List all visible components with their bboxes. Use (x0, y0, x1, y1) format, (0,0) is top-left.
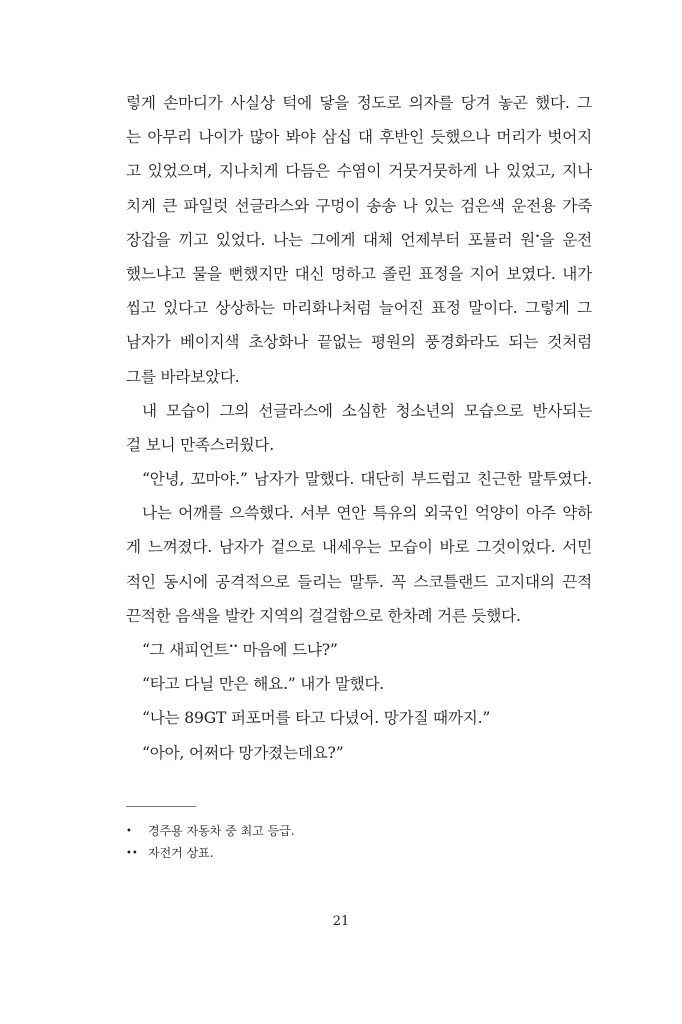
text-line: 끈적한 음색을 발칸 지역의 걸걸함으로 한차례 거른 듯했다. (126, 606, 521, 625)
text-segment: 을 운전 (539, 230, 592, 249)
text-line: 게 느껴졌다. 남자가 겉으로 내세우는 모습이 바로 그것이었다. 서민 (126, 538, 592, 557)
footnote-text: 자전거 상표. (148, 846, 214, 860)
text-line: 적인 동시에 공격적으로 들리는 말투. 꼭 스코틀랜드 고지대의 끈적 (126, 572, 592, 591)
text-line: 렇게 손마디가 사실상 턱에 닿을 정도로 의자를 당겨 놓곤 했다. 그 (126, 94, 592, 112)
text-line: “안녕, 꼬마야.” 남자가 말했다. 대단히 부드럽고 친근한 말투였다. (142, 470, 592, 489)
footnote-marker: • (535, 231, 540, 241)
text-line: 치게 큰 파일럿 선글라스와 구멍이 송송 나 있는 검은색 운전용 가죽 (126, 196, 592, 215)
text-line: 했느냐고 물을 뻔했지만 대신 멍하고 졸린 표정을 지어 보였다. 내가 (126, 264, 592, 283)
text-segment: “그 새피언트 (142, 641, 229, 659)
footnote-item (126, 820, 592, 842)
footnote-text: 경주용 자동차 중 최고 등급. (148, 824, 295, 838)
text-line (126, 223, 592, 257)
text-line: 고 있었으며, 지나치게 다듬은 수염이 거뭇거뭇하게 나 있었고, 지나 (126, 162, 592, 181)
footnote-item (126, 842, 592, 864)
text-line: 내 모습이 그의 선글라스에 소심한 청소년의 모습으로 반사되는 (142, 401, 592, 420)
footnote-divider (126, 806, 196, 807)
text-line (126, 633, 592, 667)
text-line: 남자가 베이지색 초상화나 끝없는 평원의 풍경화라도 되는 것처럼 (126, 333, 592, 352)
page-number: 21 (332, 914, 350, 929)
text-line: 걸 보니 만족스러웠다. (126, 435, 275, 454)
footnote-bullet: •• (126, 848, 138, 859)
text-segment: 장갑을 끼고 있었다. 나는 그에게 대체 언제부터 포뮬러 원 (126, 230, 536, 249)
text-line: “아아, 어쩌다 망가졌는데요?” (142, 743, 344, 762)
footnotes (126, 820, 592, 864)
text-line: 씹고 있다고 상상하는 마리화나처럼 늘어진 표정 말이다. 그렇게 그 (126, 299, 592, 318)
text-line: 는 아무리 나이가 많아 봐야 삼십 대 후반인 듯했으나 머리가 벗어지 (126, 128, 592, 147)
text-segment: 마음에 드냐?” (237, 641, 338, 659)
text-line: 그를 바라보았다. (126, 367, 240, 386)
text-line: 나는 어깨를 으쓱했다. 서부 연안 특유의 외국인 억양이 아주 약하 (142, 504, 592, 523)
footnote-bullet: • (126, 826, 132, 837)
footnote-marker: •• (228, 642, 238, 651)
body-text (126, 86, 592, 770)
text-line: “나는 89GT 퍼포머를 타고 다녔어. 망가질 때까지.” (142, 709, 491, 728)
text-line: “타고 다닐 만은 해요.” 내가 말했다. (142, 675, 385, 694)
